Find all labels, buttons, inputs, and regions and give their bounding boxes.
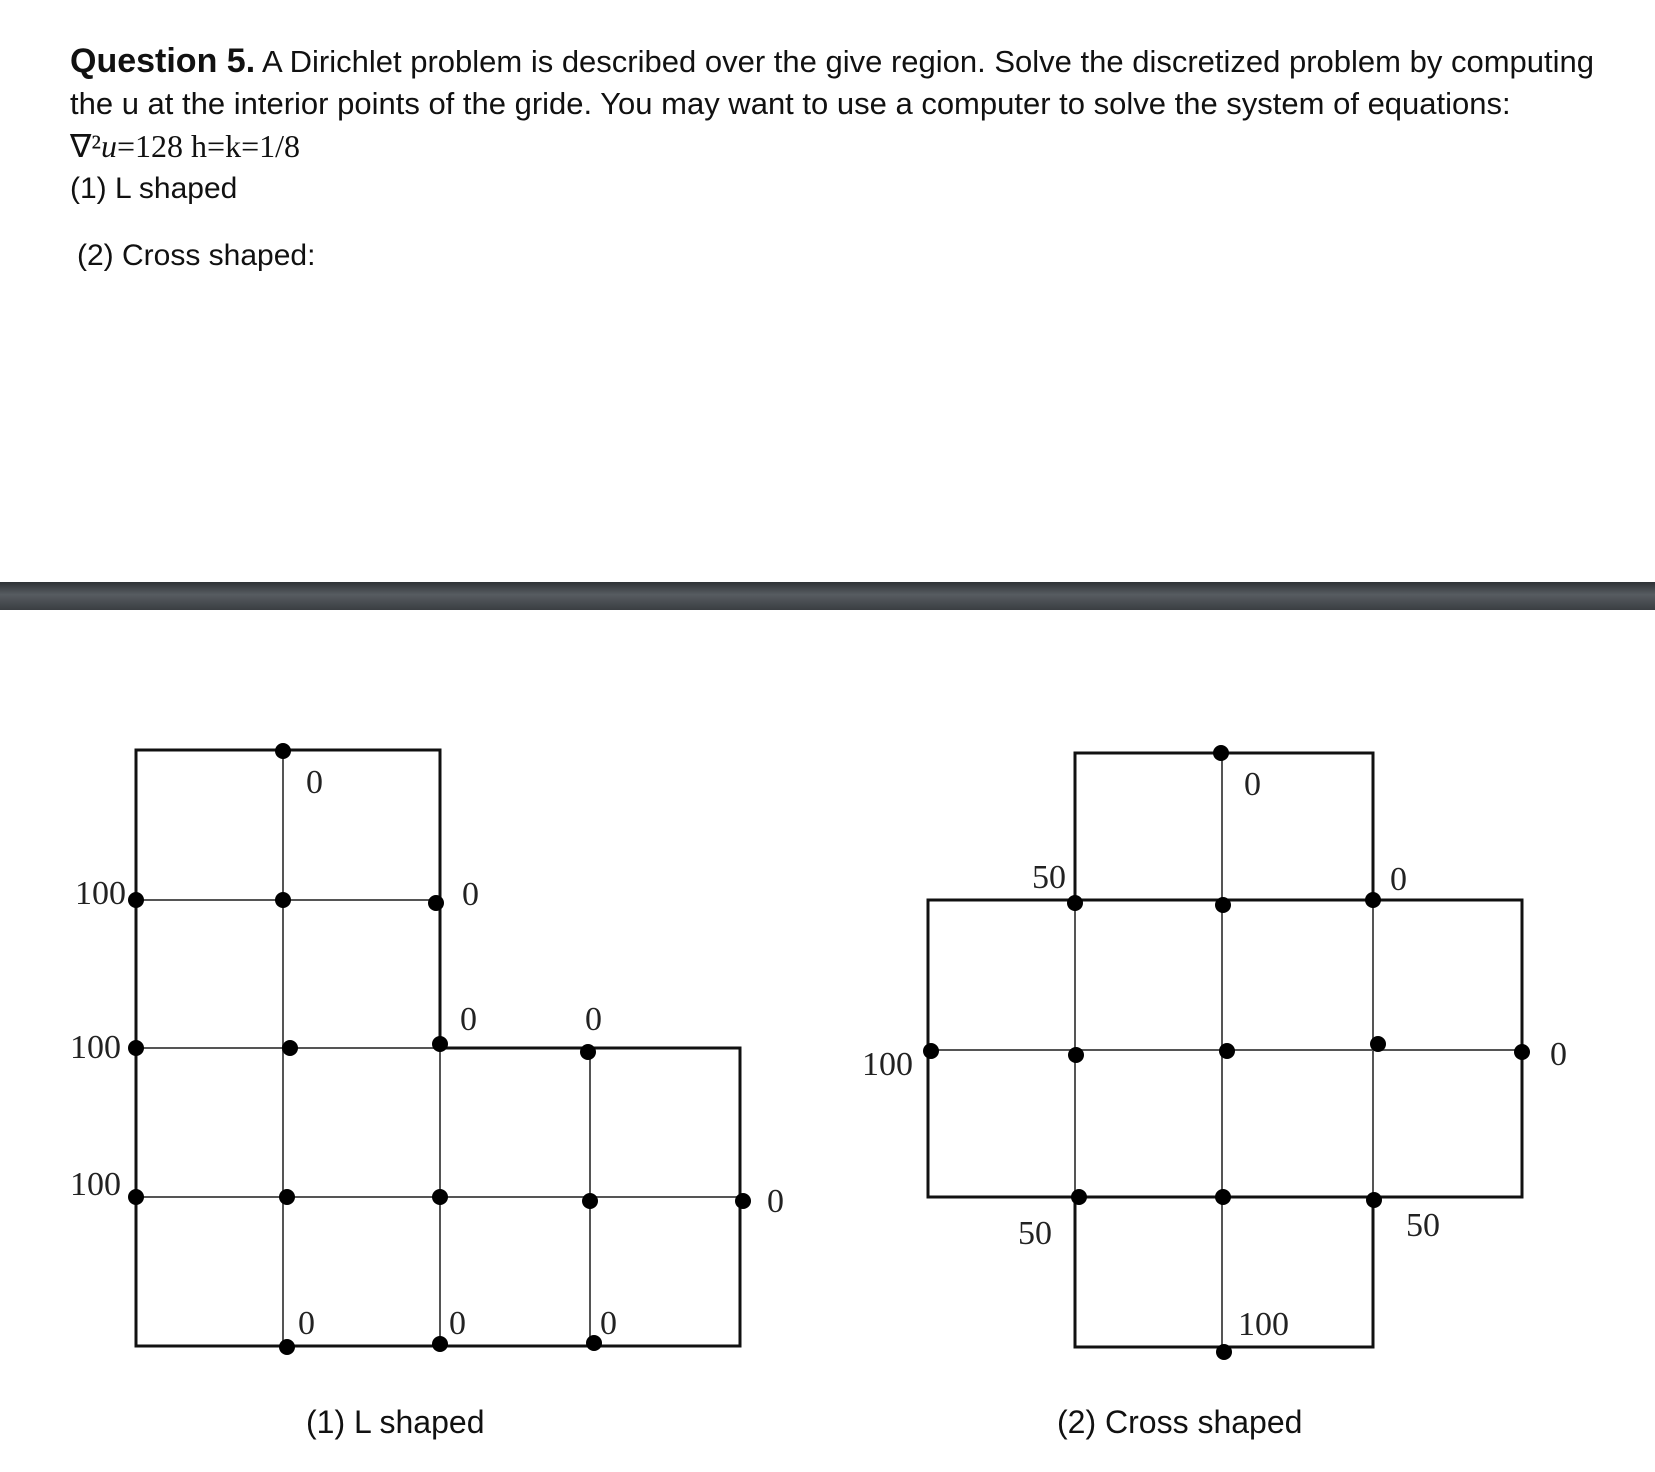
cross-caption: (2) Cross shaped (1057, 1404, 1303, 1440)
cross-node (1215, 897, 1231, 913)
l-label-top: 0 (306, 764, 323, 801)
cross-node (1071, 1189, 1087, 1205)
l-label-left-2: 100 (70, 1029, 121, 1066)
cross-node (1366, 1192, 1382, 1208)
equation-rhs: =128 h=k=1/8 (117, 128, 301, 164)
cross-node (1514, 1044, 1530, 1060)
cross-node (1216, 1344, 1232, 1360)
cross-nodes (923, 745, 1530, 1360)
l-node (428, 895, 444, 911)
cross-label-top: 0 (1244, 766, 1261, 803)
l-label-bottom-3: 0 (600, 1305, 617, 1342)
cross-label-lower-left: 50 (1018, 1215, 1052, 1252)
l-label-left-1: 100 (75, 875, 126, 912)
l-node (275, 892, 291, 908)
l-label-bottom-1: 0 (298, 1305, 315, 1342)
l-label-right: 0 (767, 1183, 784, 1220)
question-label: Question 5. (70, 42, 256, 80)
l-node (128, 1189, 144, 1205)
cross-shaped-figure (862, 745, 1567, 1440)
l-caption: (1) L shaped (306, 1404, 485, 1440)
cross-label-left: 100 (862, 1046, 913, 1083)
l-node (432, 1336, 448, 1352)
part-1-label: (1) L shaped (70, 172, 238, 205)
cross-label-bottom: 100 (1238, 1306, 1289, 1343)
l-node (735, 1193, 751, 1209)
cross-node (1219, 1043, 1235, 1059)
cross-label-upper-left: 50 (1032, 859, 1066, 896)
l-node (279, 1339, 295, 1355)
cross-node (1067, 895, 1083, 911)
cross-node (1215, 1189, 1231, 1205)
l-shaped-figure (70, 743, 784, 1440)
cross-node (1068, 1047, 1084, 1063)
l-node (282, 1040, 298, 1056)
cross-label-lower-right: 50 (1406, 1207, 1440, 1244)
l-node (128, 892, 144, 908)
cross-node (923, 1043, 939, 1059)
l-node (128, 1040, 144, 1056)
l-node (432, 1189, 448, 1205)
cross-node (1365, 892, 1381, 908)
cross-label-right: 0 (1550, 1036, 1567, 1073)
l-node (580, 1044, 596, 1060)
l-node (432, 1036, 448, 1052)
cross-node (1213, 745, 1229, 761)
l-label-inner-lower: 0 (460, 1001, 477, 1038)
l-label-step-top: 0 (585, 1001, 602, 1038)
part-2-label: (2) Cross shaped: (77, 239, 316, 272)
l-label-bottom-2: 0 (449, 1305, 466, 1342)
cross-node (1370, 1036, 1386, 1052)
laplacian-symbol: ∇² (70, 128, 101, 164)
cross-label-upper-right: 0 (1390, 861, 1407, 898)
l-node (582, 1193, 598, 1209)
l-node (279, 1189, 295, 1205)
l-node (275, 743, 291, 759)
l-label-left-3: 100 (70, 1166, 121, 1203)
question-body: A Dirichlet problem is described over the give region. Solve the discretized problem by computing the u at the interior points of the gride. You may want to use a computer to solve the system of equations: (70, 44, 1594, 121)
equation-variable: u (101, 128, 117, 164)
l-label-inner-upper: 0 (462, 876, 479, 913)
